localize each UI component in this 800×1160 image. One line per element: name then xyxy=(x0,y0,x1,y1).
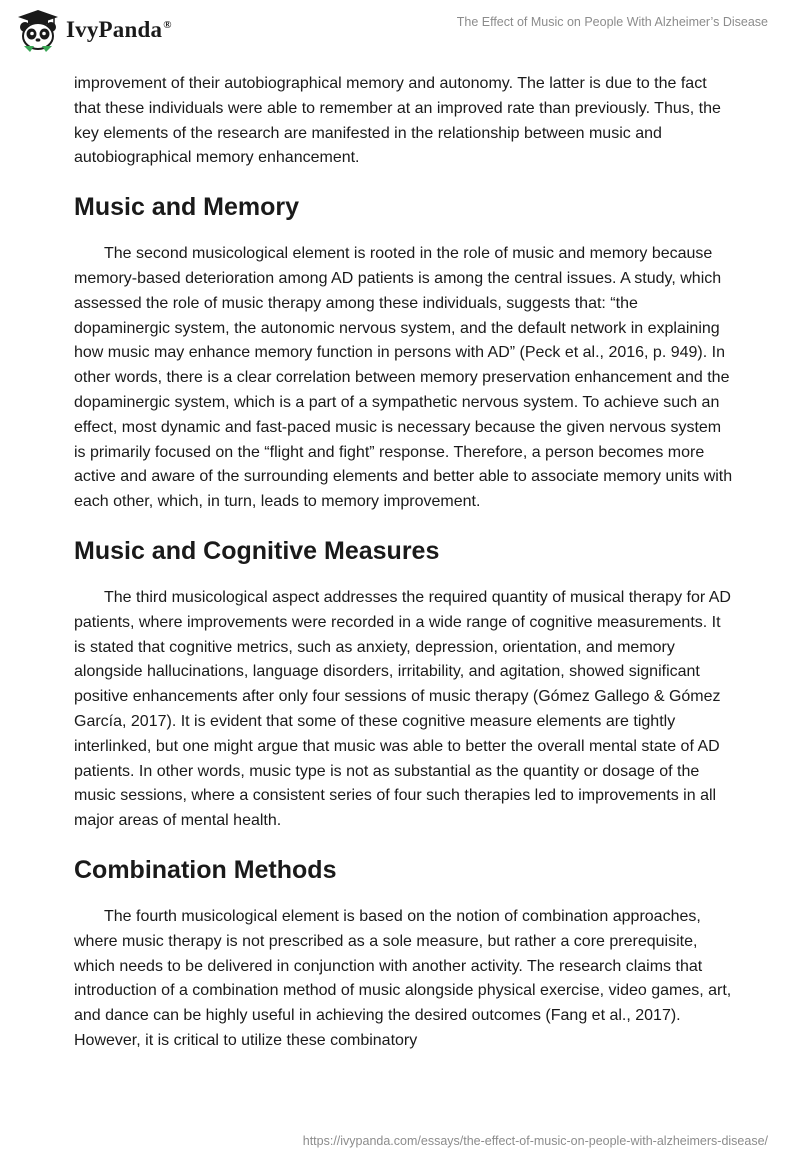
panda-graduate-icon xyxy=(16,8,60,52)
section-heading-music-and-memory: Music and Memory xyxy=(74,193,300,222)
source-url[interactable]: https://ivypanda.com/essays/the-effect-of-music-on-people-with-alzheimers-disease/ xyxy=(302,1134,768,1148)
intro-paragraph: improvement of their autobiographical memory and autonomy. The latter is due to the fact that these individuals were able to remember at an improved rate than previously. Thus, the key elements of the research are manifested in the relationship between music and autobiographical memory enhancement. xyxy=(74,75,721,167)
section-paragraph-combination-methods: The fourth musicological element is based on the notion of combination approaches, where music therapy is not prescribed as a sole measure, but rather a core prerequisite, which needs to be delivered in conjunction with another activity. The research claims that introduction of a combination method of music alongside physical exercise, video games, art, and dance can be highly useful in achieving the desired outcomes (Fang et al., 2017). However, it is critical to utilize these combinatory xyxy=(74,907,732,1049)
brand-name: IvyPanda® xyxy=(66,17,172,42)
page-header xyxy=(0,0,800,64)
section-paragraph-music-and-memory: The second musicological element is rooted in the role of music and memory because memory-based deterioration among AD patients is among the central issues. A study, which assessed the role of music therapy among these individuals, suggests that: “the dopaminergic system, the autonomic nervous system, and the default network in explaining how music may enhance memory function in persons with AD” (Peck et al., 2016, p. 949). In other words, there is a clear correlation between memory preservation enhancement and the dopaminergic system, which is a part of a sympathetic nervous system. To achieve such an effect, most dynamic and fast-paced music is necessary because the given nervous system is primarily focused on the “flight and fight” response. Therefore, a person becomes more active and aware of the surrounding elements and better able to associate memory units with each other, which, in turn, leads to memory improvement. xyxy=(74,245,733,511)
essay-body xyxy=(74,72,734,1054)
section-heading-music-and-cognitive-measures: Music and Cognitive Measures xyxy=(74,536,440,565)
document-title: The Effect of Music on People With Alzheimer’s Disease xyxy=(456,15,768,29)
brand-logo[interactable] xyxy=(16,8,172,52)
section-paragraph-music-and-cognitive-measures: The third musicological aspect addresses the required quantity of musical therapy for AD patients, where improvements were recorded in a wide range of cognitive measurements. It is stated that cognitive metrics, such as anxiety, depression, orientation, and memory alongside hallucinations, language disorders, irritability, and agitation, showed significant positive enhancements after only four sessions of music therapy (Gómez Gallego & Gómez García, 2017). It is evident that some of these cognitive measure elements are tightly interlinked, but one might argue that music was able to better the overall mental state of AD patients. In other words, music type is not as substantial as the quantity or dosage of the music sessions, where a consistent series of four such therapies led to improvements in all major areas of mental health. xyxy=(74,588,731,830)
section-heading-combination-methods: Combination Methods xyxy=(74,855,337,884)
